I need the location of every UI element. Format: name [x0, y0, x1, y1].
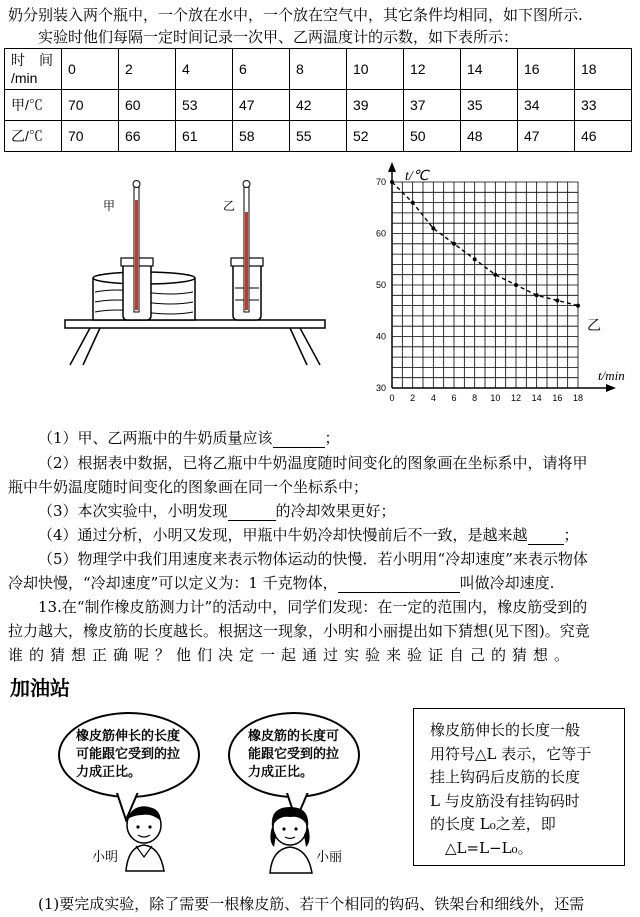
data-point-yi — [431, 226, 435, 230]
table-cell: 33 — [575, 90, 632, 121]
question-13-line-2: 拉力越大，橡皮筋的长度越长。根据这一现象，小明和小丽提出如下猜想(见下图)。究竟 — [8, 622, 590, 640]
x-axis-arrow — [606, 384, 616, 392]
name-xiaoli: 小丽 — [316, 849, 343, 864]
x-tick-label: 8 — [472, 393, 478, 403]
intro-line-1: 奶分别装入两个瓶中，一个放在水中，一个放在空气中，其它条件均相同，如下图所示. — [8, 6, 583, 24]
data-point-yi — [493, 273, 497, 277]
y-tick-label: 30 — [375, 383, 386, 393]
table-row-jia — [5, 90, 632, 121]
chart-grid — [392, 182, 578, 388]
intro-line-2: 实验时他们每隔一定时间记录一次甲、乙两温度计的示数，如下表所示： — [38, 28, 519, 46]
data-point-yi — [411, 201, 415, 205]
table-cell: 12 — [404, 49, 461, 90]
chart-ticks — [376, 177, 583, 403]
data-point-yi — [390, 180, 394, 184]
table-cell: 39 — [347, 90, 404, 121]
boy-figure — [122, 805, 182, 877]
x-tick-label: 6 — [451, 393, 457, 403]
y-axis-arrow — [388, 162, 396, 172]
y-tick-label: 50 — [375, 280, 386, 290]
y-tick-label: 40 — [375, 331, 386, 342]
answer-blank-5[interactable] — [338, 592, 460, 593]
table-cell: 47 — [233, 90, 290, 121]
question-3: （3）本次实验中，小明发现 的冷却效果更好； — [38, 502, 396, 520]
table-cell: 53 — [176, 90, 233, 121]
label-jia: 甲 — [103, 199, 116, 213]
answer-blank-1[interactable] — [273, 447, 325, 448]
table-cell: 18 — [575, 49, 632, 90]
x-tick-label: 12 — [510, 393, 522, 403]
question-13-line-3: 谁的猜想正确呢？他们决定一起通过实验来验证自己的猜想。 — [8, 646, 576, 664]
table-cell: 10 — [347, 49, 404, 90]
table-cell: 66 — [119, 121, 176, 152]
table-cell: 47 — [518, 121, 575, 152]
table-row-time — [5, 49, 632, 90]
table-cell: 14 — [461, 49, 518, 90]
question-13-line-1: 13.在“制作橡皮筋测力计”的活动中，同学们发现：在一定的范围内，橡皮筋受到的 — [38, 598, 588, 616]
name-xiaoming: 小明 — [92, 849, 119, 864]
x-tick-label: 4 — [430, 393, 436, 403]
table-cell: 34 — [518, 90, 575, 121]
table-cell: 4 — [176, 49, 233, 90]
table-header-yi: 乙/℃ — [5, 121, 62, 152]
apparatus-illustration — [55, 170, 335, 370]
answer-blank-4[interactable] — [528, 544, 564, 545]
data-point-yi — [535, 293, 539, 297]
question-1: （1）甲、乙两瓶中的牛奶质量应该 ； — [38, 429, 340, 447]
chart-series-label-yi: 乙 — [587, 317, 601, 333]
temperature-chart — [362, 160, 640, 405]
table-row-yi — [5, 121, 632, 152]
table-cell: 70 — [62, 121, 119, 152]
temperature-table — [4, 48, 632, 152]
data-point-yi — [473, 257, 477, 261]
table-cell: 6 — [233, 49, 290, 90]
data-point-yi — [514, 283, 518, 287]
girl-figure — [262, 805, 322, 877]
table-cell: 52 — [347, 121, 404, 152]
table-cell: 46 — [575, 121, 632, 152]
table-cell: 61 — [176, 121, 233, 152]
table-cell: 8 — [290, 49, 347, 90]
table-top — [65, 320, 325, 328]
section-title: 加油站 — [10, 676, 70, 700]
question-5-line-2: 冷却快慢，“冷却速度”可以定义为：1 千克物体， 叫做冷却速度. — [8, 574, 555, 592]
question-4: （4）通过分析，小明又发现，甲瓶中牛奶冷却快慢前后不一致，是越来越 ； — [38, 526, 579, 544]
data-point-yi — [555, 298, 559, 302]
chart-y-axis-label: t/℃ — [405, 169, 429, 184]
table-cell: 48 — [461, 121, 518, 152]
answer-blank-3[interactable] — [228, 520, 276, 521]
y-tick-label: 60 — [375, 228, 386, 239]
bubble-text-xiaoming: 橡皮筋伸长的长度 可能跟它受到的拉 力成正比。 — [76, 728, 181, 779]
table-cell: 55 — [290, 121, 347, 152]
table-header-time: 时 间 /min — [5, 49, 62, 90]
bubble-text-xiaoli: 橡皮筋的长度可 能跟它受到的拉 力成正比。 — [248, 728, 340, 779]
table-cell: 35 — [461, 90, 518, 121]
question-2-line-1: （2）根据表中数据，已将乙瓶中牛奶温度随时间变化的图象画在坐标系中，请将甲 — [38, 454, 588, 472]
table-cell: 37 — [404, 90, 461, 121]
question-5-line-1: （5）物理学中我们用速度来表示物体运动的快慢．若小明用“冷却速度”来表示物体 — [38, 550, 588, 568]
data-point-yi — [576, 304, 580, 308]
label-yi-apparatus: 乙 — [223, 199, 236, 213]
question-2-line-2: 瓶中牛奶温度随时间变化的图象画在同一个坐标系中； — [8, 478, 369, 496]
table-header-jia: 甲/℃ — [5, 90, 62, 121]
table-cell: 0 — [62, 49, 119, 90]
table-cell: 50 — [404, 121, 461, 152]
table-cell: 70 — [62, 90, 119, 121]
bottom-question-line: (1)要完成实验，除了需要一根橡皮筋、若干个相同的钩码、铁架台和细线外，还需 — [38, 895, 585, 913]
x-tick-label: 0 — [389, 393, 395, 403]
x-tick-label: 2 — [410, 393, 416, 403]
x-tick-label: 16 — [552, 393, 563, 403]
table-cell: 16 — [518, 49, 575, 90]
x-tick-label: 14 — [531, 393, 542, 403]
y-tick-label: 70 — [375, 177, 386, 187]
x-tick-label: 10 — [490, 393, 501, 403]
table-cell: 42 — [290, 90, 347, 121]
chart-x-axis-label: t/min — [598, 368, 625, 383]
definition-box: 橡皮筋伸长的长度一般 用符号△L 表示，它等于 挂上钩码后皮筋的长度 L 与皮筋没有挂钩码时 的长度 L₀之差，即 △L=L−L₀。 — [413, 708, 625, 866]
table-cell: 2 — [119, 49, 176, 90]
table-cell: 58 — [233, 121, 290, 152]
data-point-yi — [452, 242, 456, 246]
table-cell: 60 — [119, 90, 176, 121]
x-tick-label: 18 — [572, 393, 584, 403]
